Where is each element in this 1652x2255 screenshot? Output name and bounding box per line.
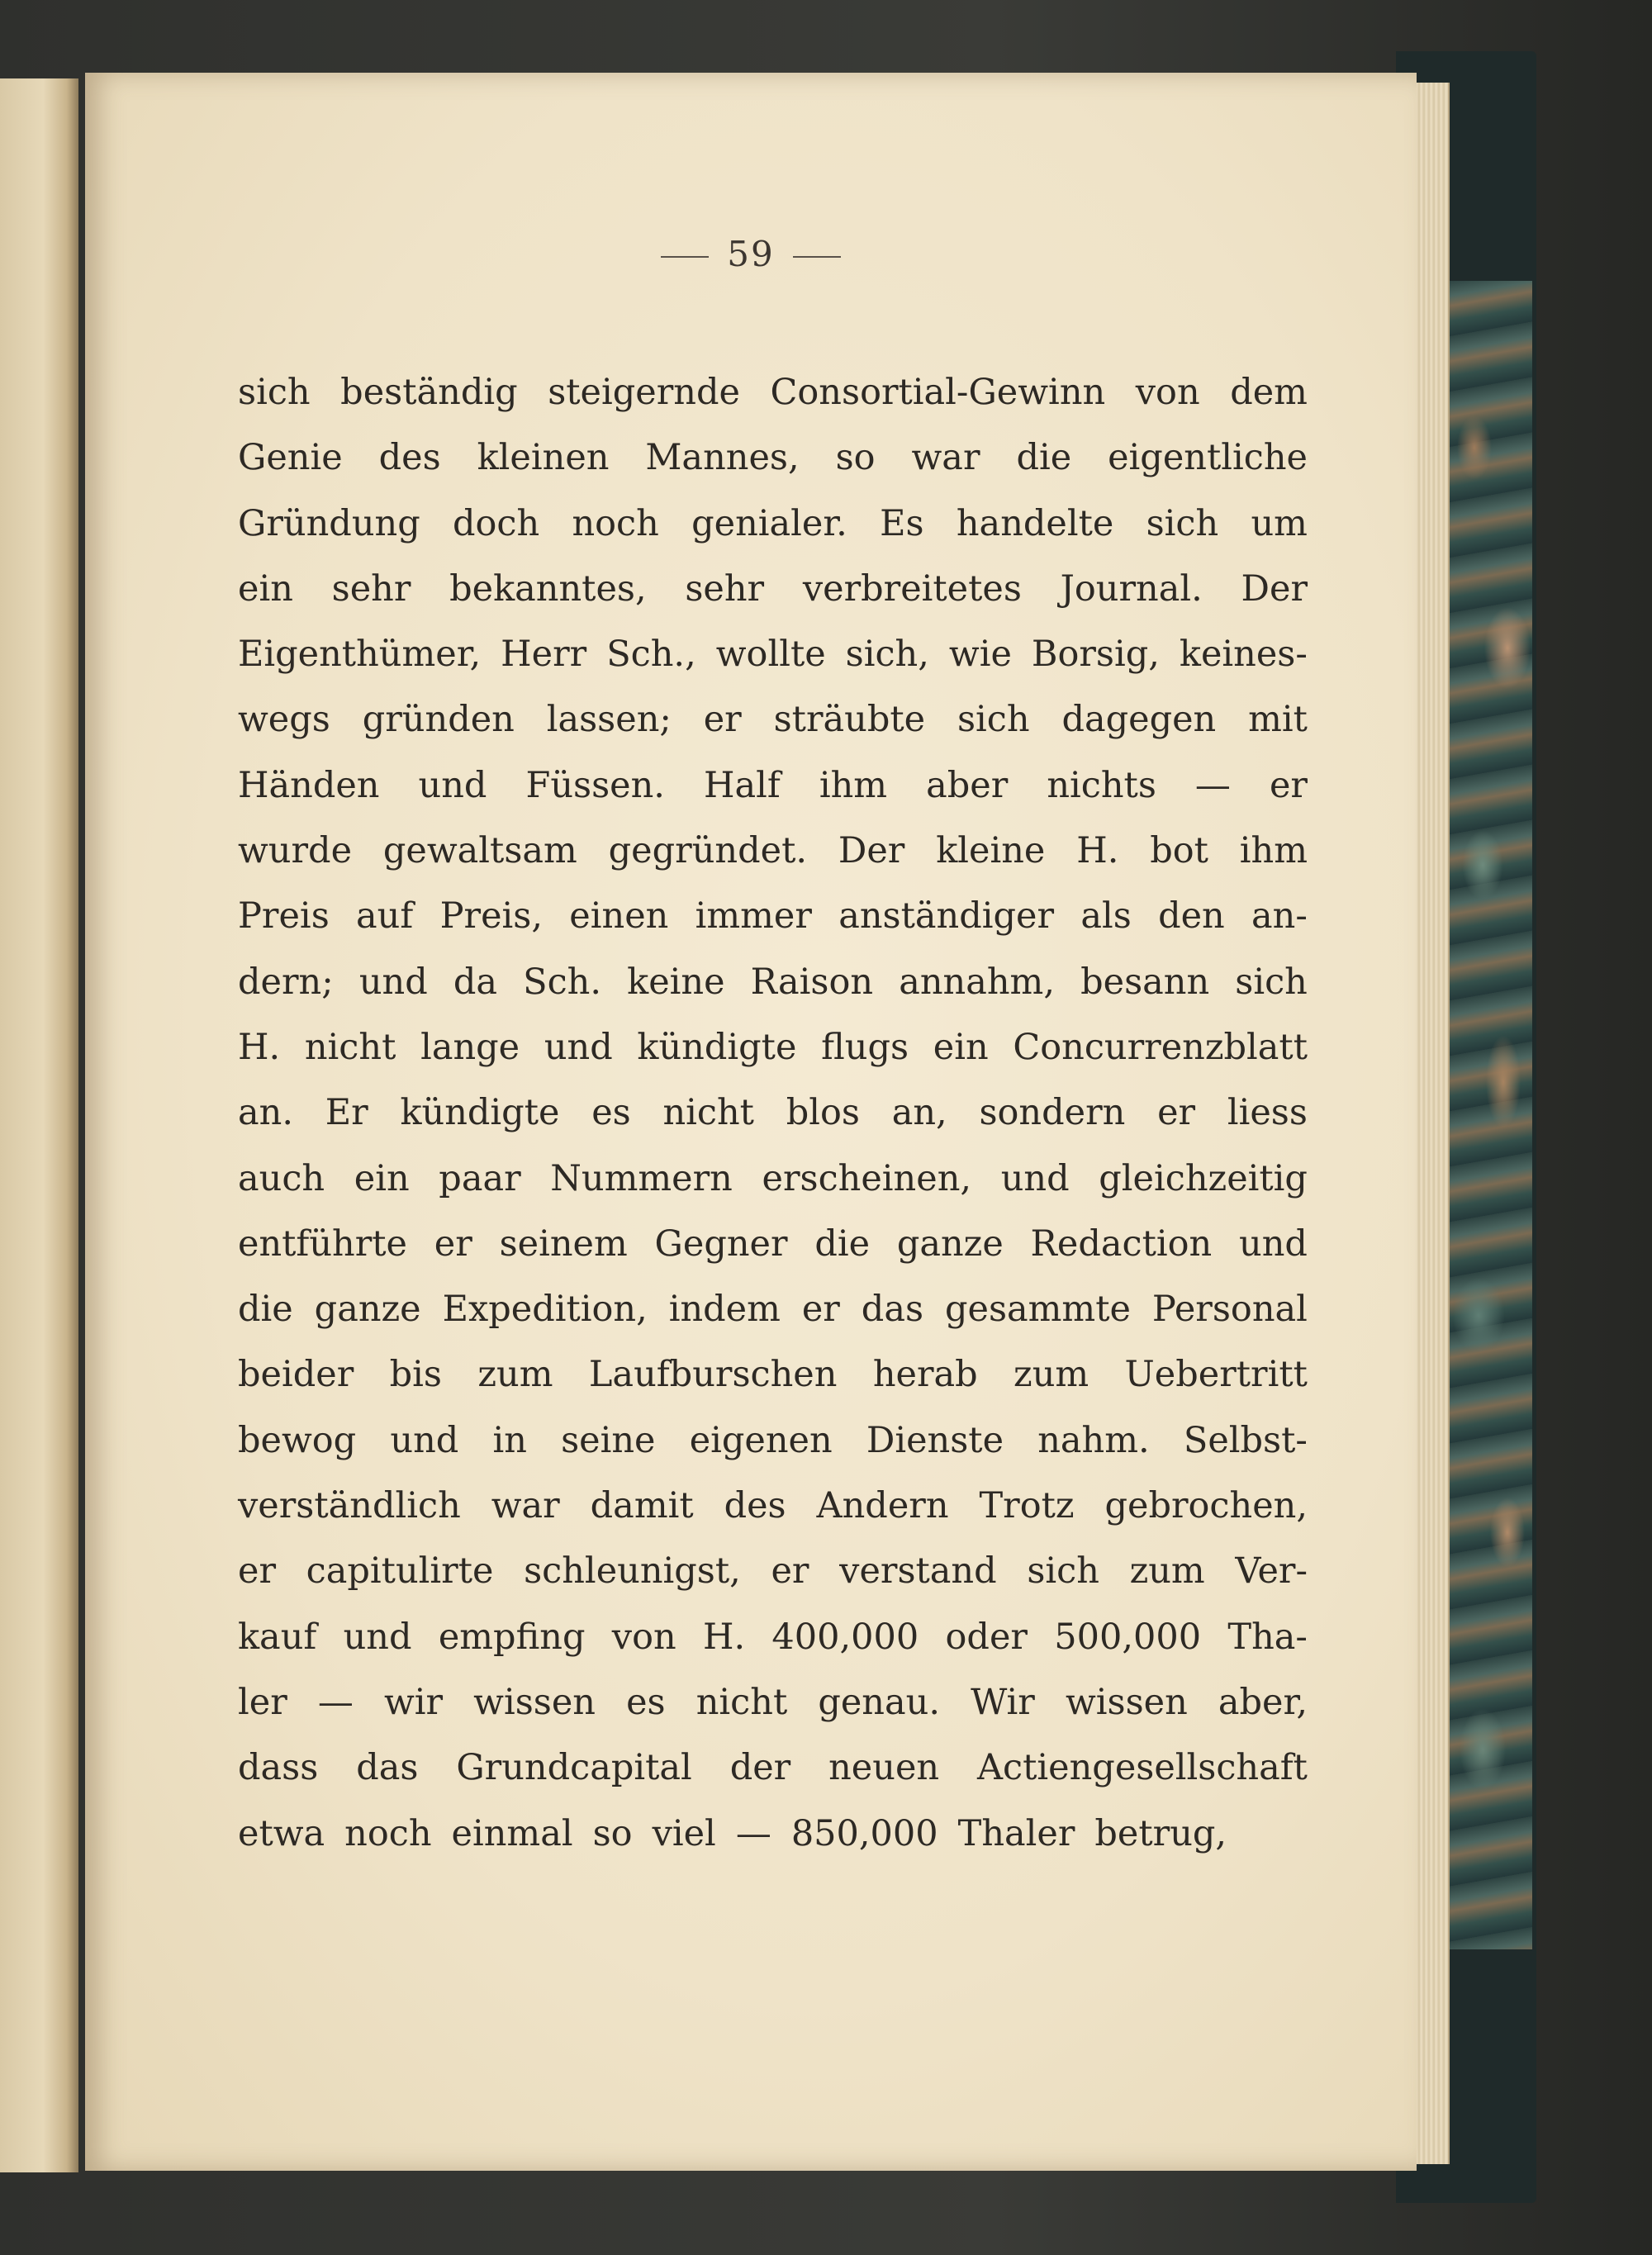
- word: steigernde: [548, 372, 740, 413]
- text-line: [238, 491, 1308, 557]
- page-number-header: [85, 234, 1417, 274]
- word: bewog: [238, 1419, 357, 1461]
- word: bis: [389, 1354, 442, 1396]
- word: entführte: [238, 1222, 408, 1265]
- word: und: [390, 1419, 459, 1461]
- word: Preis: [238, 895, 330, 938]
- word: nicht: [304, 1026, 396, 1068]
- word: Half: [704, 764, 781, 806]
- book-page: [85, 73, 1417, 2171]
- word: Nummern: [550, 1157, 733, 1199]
- word: Uebertritt: [1124, 1354, 1308, 1396]
- word: Sch.,: [606, 634, 696, 676]
- word: kündigte: [400, 1092, 560, 1134]
- word: in: [492, 1419, 527, 1461]
- word: ein: [933, 1026, 989, 1068]
- word: sondern: [979, 1092, 1126, 1134]
- word: viel: [652, 1812, 716, 1854]
- word: Thaler: [957, 1812, 1075, 1854]
- word: flugs: [821, 1026, 909, 1068]
- word: eigenen: [689, 1419, 833, 1461]
- word: verstand: [839, 1550, 997, 1593]
- word: Raison: [750, 961, 874, 1003]
- word: liess: [1227, 1092, 1308, 1134]
- word: an-: [1251, 895, 1308, 938]
- text-line: [238, 1539, 1308, 1604]
- word: wurde: [238, 830, 353, 872]
- word: und: [544, 1026, 613, 1068]
- word: Redaction: [1030, 1222, 1213, 1265]
- text-line: [238, 1146, 1308, 1212]
- word: gewaltsam: [382, 830, 577, 872]
- word: genialer.: [691, 502, 847, 544]
- word: H.: [1076, 830, 1119, 872]
- word: beständig: [340, 372, 518, 413]
- text-line: [238, 1408, 1308, 1474]
- word: sehr: [331, 567, 411, 610]
- word: empfing: [438, 1616, 586, 1658]
- word: Ver-: [1235, 1550, 1308, 1593]
- word: nichts: [1047, 764, 1156, 806]
- word: Mannes,: [645, 437, 800, 479]
- text-line: [238, 1342, 1308, 1408]
- word: seine: [561, 1419, 656, 1461]
- word: Genie: [238, 437, 343, 479]
- word: er: [1269, 764, 1308, 806]
- word: Grundcapital: [456, 1747, 692, 1789]
- word: sich,: [845, 634, 929, 676]
- word: Personal: [1151, 1289, 1308, 1331]
- word: verbreitetes: [802, 567, 1022, 610]
- word: da: [453, 961, 498, 1003]
- word: bekanntes,: [449, 567, 647, 610]
- word: genau.: [818, 1681, 940, 1723]
- text-line: [238, 622, 1308, 687]
- word: anständiger: [838, 895, 1055, 938]
- word: neuen: [828, 1747, 940, 1789]
- word: annahm,: [899, 961, 1055, 1003]
- word: gegründet.: [608, 830, 808, 872]
- text-line: [238, 753, 1308, 819]
- word: Gründung: [238, 502, 420, 544]
- word: damit: [590, 1485, 694, 1527]
- text-line: [238, 1474, 1308, 1539]
- text-line: [238, 360, 1308, 425]
- text-line: [238, 1277, 1308, 1342]
- word: paar: [439, 1157, 521, 1199]
- word: kauf: [238, 1616, 317, 1658]
- word: doch: [453, 502, 540, 544]
- word: oder: [945, 1616, 1028, 1658]
- word: an.: [238, 1092, 293, 1134]
- word: als: [1080, 895, 1132, 938]
- word: Andern: [816, 1485, 949, 1527]
- word: immer: [695, 895, 812, 938]
- word: betrug,: [1094, 1812, 1227, 1854]
- word: sich: [957, 699, 1030, 741]
- word: Der: [1241, 567, 1308, 610]
- word: gründen: [362, 699, 515, 741]
- word: wegs: [238, 699, 330, 741]
- word: verständlich: [238, 1485, 461, 1527]
- word: Er: [325, 1092, 368, 1134]
- word: herab: [872, 1354, 978, 1396]
- word: so: [835, 437, 876, 479]
- word: Consortial-Gewinn: [770, 372, 1106, 413]
- marbled-cover-edge: [1450, 281, 1532, 1949]
- word: Händen: [238, 764, 380, 806]
- word: —: [735, 1812, 771, 1854]
- text-line: [238, 687, 1308, 752]
- text-line: [238, 425, 1308, 491]
- page-edge-stack: [1417, 83, 1450, 2164]
- word: des: [378, 437, 441, 479]
- text-line: [238, 1212, 1308, 1277]
- word: die: [1016, 437, 1072, 479]
- word: mit: [1248, 699, 1308, 741]
- word: Expedition,: [442, 1289, 648, 1331]
- text-line: [238, 1605, 1308, 1670]
- word: des: [724, 1485, 786, 1527]
- word: er: [703, 699, 742, 741]
- word: —: [317, 1681, 354, 1723]
- word: handelte: [956, 502, 1114, 544]
- word: nicht: [662, 1092, 754, 1134]
- text-line: [238, 1735, 1308, 1801]
- word: und: [1000, 1157, 1070, 1199]
- word: er: [238, 1550, 277, 1593]
- word: dass: [238, 1747, 319, 1789]
- header-dash-left: [661, 256, 709, 258]
- word: —: [1194, 764, 1231, 806]
- word: ihm: [1239, 830, 1308, 872]
- word: wissen: [1065, 1681, 1188, 1723]
- word: Herr: [501, 634, 587, 676]
- word: lange: [420, 1026, 520, 1068]
- word: lassen;: [546, 699, 672, 741]
- word: wollte: [715, 634, 826, 676]
- word: Sch.: [523, 961, 602, 1003]
- text-line: [238, 1802, 1308, 1867]
- word: schleunigst,: [524, 1550, 741, 1593]
- word: zum: [1014, 1354, 1089, 1396]
- word: sich: [1146, 502, 1219, 544]
- word: einen: [569, 895, 669, 938]
- word: ein: [354, 1157, 410, 1199]
- word: dagegen: [1061, 699, 1217, 741]
- text-line: [238, 884, 1308, 949]
- word: ganze: [314, 1289, 421, 1331]
- word: noch: [344, 1812, 432, 1854]
- word: gleichzeitig: [1099, 1157, 1308, 1199]
- word: 500,000: [1054, 1616, 1202, 1658]
- word: Preis,: [439, 895, 544, 938]
- word: von: [611, 1616, 676, 1658]
- word: Trotz: [979, 1485, 1075, 1527]
- word: sträubte: [773, 699, 926, 741]
- word: indem: [668, 1289, 781, 1331]
- word: und: [343, 1616, 412, 1658]
- word: eigentliche: [1108, 437, 1308, 479]
- word: sich: [238, 372, 311, 413]
- word: Laufburschen: [588, 1354, 838, 1396]
- text-line: [238, 950, 1308, 1015]
- word: von: [1135, 372, 1200, 413]
- word: ler: [238, 1681, 287, 1723]
- word: kleinen: [477, 437, 610, 479]
- word: er: [771, 1550, 809, 1593]
- word: Wir: [971, 1681, 1035, 1723]
- word: 850,000: [790, 1812, 938, 1854]
- word: es: [626, 1681, 666, 1723]
- body-text: [238, 360, 1308, 1867]
- word: das: [356, 1747, 419, 1789]
- text-line: [238, 557, 1308, 622]
- word: wir: [383, 1681, 444, 1723]
- word: capitulirte: [306, 1550, 494, 1593]
- word: die: [238, 1289, 293, 1331]
- word: nahm.: [1037, 1419, 1150, 1461]
- word: sehr: [685, 567, 765, 610]
- word: nicht: [695, 1681, 788, 1723]
- word: wissen: [473, 1681, 596, 1723]
- word: keine: [627, 961, 725, 1003]
- word: er: [434, 1222, 472, 1265]
- word: und: [358, 961, 428, 1003]
- word: dem: [1230, 372, 1308, 413]
- word: ein: [238, 567, 293, 610]
- word: um: [1251, 502, 1308, 544]
- word: auf: [356, 895, 414, 938]
- word: ihm: [819, 764, 888, 806]
- text-line: [238, 819, 1308, 884]
- word: aber,: [1218, 1681, 1308, 1723]
- word: und: [418, 764, 487, 806]
- word: war: [911, 437, 980, 479]
- word: Borsig,: [1031, 634, 1160, 676]
- word: dern;: [238, 961, 334, 1003]
- word: etwa: [238, 1812, 325, 1854]
- word: Der: [838, 830, 905, 872]
- header-dash-right: [793, 256, 841, 258]
- previous-page-edge: [0, 78, 78, 2172]
- word: keines-: [1179, 634, 1308, 676]
- word: er: [1157, 1092, 1196, 1134]
- word: H.: [702, 1616, 746, 1658]
- word: zum: [477, 1354, 553, 1396]
- word: wie: [948, 634, 1012, 676]
- word: das: [861, 1289, 924, 1331]
- word: Dienste: [866, 1419, 1004, 1461]
- word: zum: [1129, 1550, 1205, 1593]
- word: sich: [1027, 1550, 1099, 1593]
- word: auch: [238, 1157, 325, 1199]
- word: gebrochen,: [1104, 1485, 1308, 1527]
- word: es: [591, 1092, 631, 1134]
- word: Concurrenzblatt: [1013, 1026, 1308, 1068]
- word: Tha-: [1227, 1616, 1308, 1658]
- word: die: [814, 1222, 871, 1265]
- word: noch: [572, 502, 659, 544]
- text-line: [238, 1670, 1308, 1735]
- word: 400,000: [771, 1616, 919, 1658]
- word: bot: [1150, 830, 1208, 872]
- word: Eigenthümer,: [238, 634, 482, 676]
- word: sich: [1235, 961, 1308, 1003]
- word: der: [729, 1747, 791, 1789]
- word: blos: [786, 1092, 860, 1134]
- word: er: [801, 1289, 840, 1331]
- word: Gegner: [654, 1222, 788, 1265]
- word: so: [592, 1812, 633, 1854]
- word: war: [491, 1485, 560, 1527]
- word: einmal: [451, 1812, 573, 1854]
- word: seinem: [499, 1222, 628, 1265]
- word: Füssen.: [525, 764, 665, 806]
- word: kleine: [936, 830, 1046, 872]
- word: kündigte: [637, 1026, 797, 1068]
- word: gesammte: [944, 1289, 1131, 1331]
- word: besann: [1080, 961, 1210, 1003]
- word: Es: [880, 502, 924, 544]
- word: an,: [891, 1092, 947, 1134]
- word: H.: [238, 1026, 281, 1068]
- word: ganze: [896, 1222, 1004, 1265]
- word: aber: [926, 764, 1009, 806]
- word: Actiengesellschaft: [976, 1747, 1308, 1789]
- word: Selbst-: [1183, 1419, 1308, 1461]
- word: Journal.: [1060, 567, 1203, 610]
- page-number: 59: [727, 234, 775, 274]
- word: beider: [238, 1354, 354, 1396]
- word: erscheinen,: [762, 1157, 972, 1199]
- text-line: [238, 1080, 1308, 1146]
- word: und: [1239, 1222, 1308, 1265]
- text-line: [238, 1015, 1308, 1080]
- word: den: [1158, 895, 1225, 938]
